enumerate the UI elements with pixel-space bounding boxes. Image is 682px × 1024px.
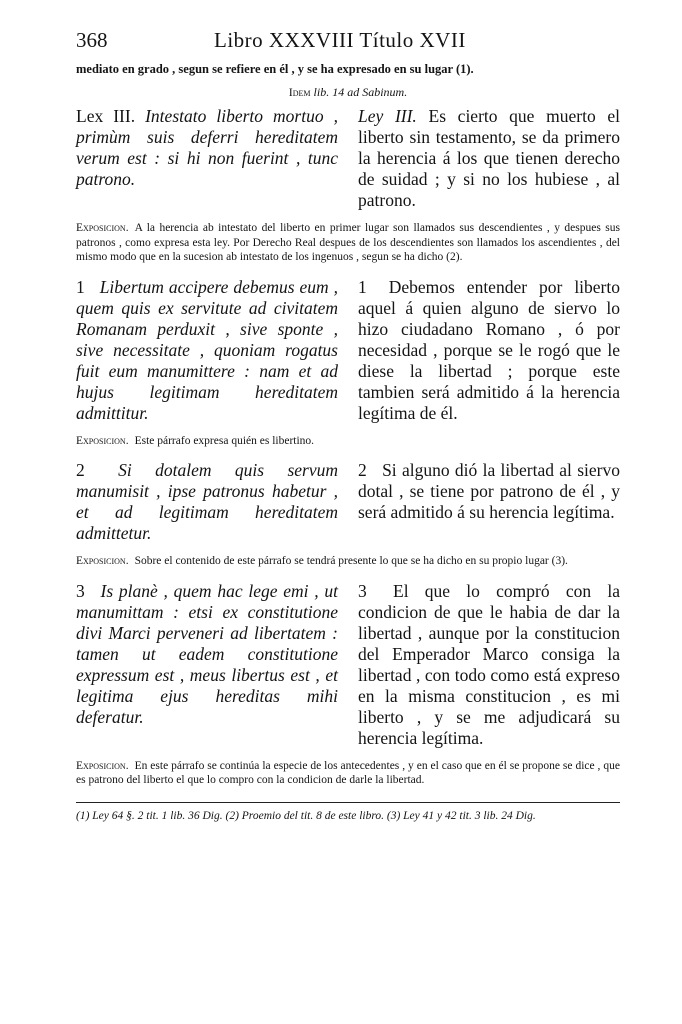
footnote-rule (76, 802, 620, 803)
paragraph-number: 2 (76, 460, 85, 480)
spanish-column (358, 106, 620, 211)
spanish-text: El que lo compró con la condicion de que le habia de dar la libertad , aunque por la constitucion del Emperador Marco consiga la libertad , con todo como está expreso en la misma constitucion , es mi liberto , y se me adjudicará su herencia legítima. (358, 580, 620, 748)
spanish-column (358, 581, 620, 749)
spanish-text: Es cierto que muerto el liberto sin testamento, se da primero la herencia á los que tienen derecho de suidad ; y si no los hubiese , al patrono. (358, 106, 621, 210)
spanish-column (358, 460, 620, 544)
exposition (76, 434, 620, 449)
spanish-text: Si alguno dió la libertad al siervo dotal , se tiene por patrono de él , y será admitido á su herencia legítima. (358, 460, 620, 522)
latin-text: Si dotalem quis servum manumisit , ipse patronus habetur , et ad legitimam hereditatem admittetur. (76, 460, 338, 543)
section-paragraph-3 (76, 581, 620, 749)
page (76, 28, 620, 824)
paragraph-number: 2 (358, 460, 367, 480)
latin-column (76, 581, 338, 749)
book-title: Libro XXXVIII Título XVII (214, 28, 466, 52)
latin-text: Libertum accipere debemus eum , quem quis ex servitute ad civitatem Romanam perduxit , sive sponte , sive necessitate , quoniam rogatus fuit eum manumittere : nam et ad hujus legitimam hereditatem admittitur. (76, 276, 339, 423)
exposition-text: En este párrafo se continúa la especie de los antecedentes , y en el caso que en él se propone se dice , que es patrono del liberto el que lo compro con la condicion de darle la libertad. (76, 759, 620, 786)
spanish-text: Debemos entender por liberto aquel á quien alguno de siervo lo hizo ciudadano Romano , ó por necesidad , porque se le rogó que le diese la libertad ; porque este tambien será admitido á la herencia legítima de él. (358, 276, 620, 423)
exposition-label: Exposicion. (76, 434, 129, 447)
exposition (76, 221, 620, 265)
source-author: Idem (288, 85, 311, 99)
exposition (76, 554, 620, 569)
source-citation (76, 85, 620, 100)
paragraph-number: 3 (76, 580, 85, 601)
paragraph-number: 1 (76, 276, 85, 297)
source-ref: lib. 14 ad Sabinum. (313, 85, 408, 99)
exposition-label: Exposicion. (76, 759, 129, 772)
section-paragraph-1 (76, 277, 620, 424)
exposition-label: Exposicion. (76, 222, 129, 234)
latin-column (76, 277, 338, 424)
latin-text: Is planè , quem hac lege emi , ut manumittam : etsi ex constitutione divi Marci perveneri ad libertatem : tamen ut eadem constitutione expressum est , meus libertus est , et legitima ejus hereditas mihi deferatur. (76, 580, 339, 727)
exposition-text: Este párrafo expresa quién es libertino. (134, 434, 315, 447)
latin-column (76, 106, 338, 211)
exposition-label: Exposicion. (76, 555, 129, 567)
latin-column (76, 460, 338, 544)
section-lex-3 (76, 106, 620, 211)
section-paragraph-2 (76, 460, 620, 544)
footnotes: (1) Ley 64 §. 2 tit. 1 lib. 36 Dig. (2) Proemio del tit. 8 de este libro. (3) Ley 41 y 42 tit. 3 lib. 24 Dig. (76, 809, 536, 822)
carryover-text: mediato en grado , segun se refiere en él , y se ha expresado en su lugar (1). (76, 62, 474, 76)
latin-text: Intestato liberto mortuo , primùm suis deferri hereditatem verum est : si hi non fuerint , tunc patrono. (76, 106, 338, 189)
exposition (76, 759, 620, 788)
spanish-column (358, 277, 620, 424)
paragraph-number: 1 (358, 276, 367, 297)
latin-heading: Lex III. (76, 106, 136, 126)
exposition-text: A la herencia ab intestato del liberto en primer lugar son llamados sus descendientes , y despues sus patronos , como expresa esta ley. Por Derecho Real despues de los descendientes son llamados los ascendientes , del mismo modo que en la sucesion ab intestato de los ingenuos , segun se ha dicho (2). (76, 222, 620, 263)
exposition-text: Sobre el contenido de este párrafo se tendrá presente lo que se ha dicho en su propio lugar (3). (134, 555, 568, 567)
paragraph-number: 3 (358, 580, 367, 601)
page-number: 368 (76, 28, 108, 52)
spanish-heading: Ley III. (358, 106, 417, 126)
running-head (76, 28, 620, 58)
